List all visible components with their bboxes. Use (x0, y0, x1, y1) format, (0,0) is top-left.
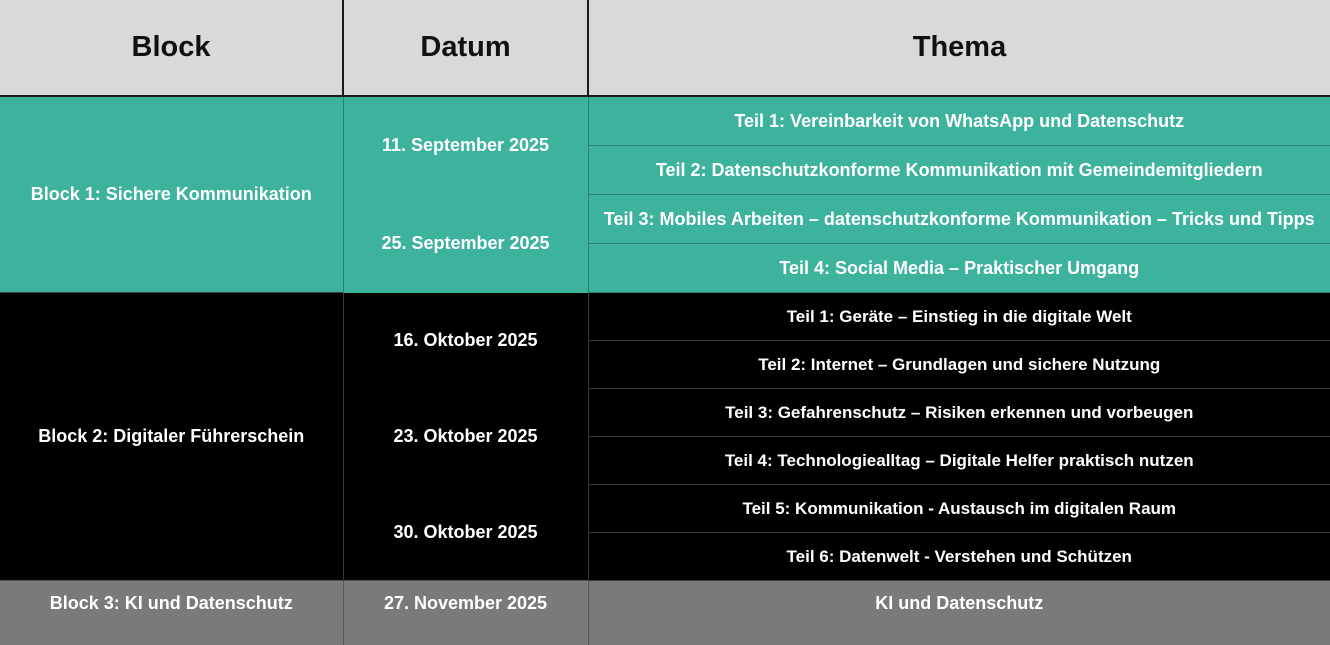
topic-cell: Teil 4: Social Media – Praktischer Umgang (588, 244, 1330, 293)
column-header-block: Block (0, 0, 343, 96)
topic-cell: Teil 1: Vereinbarkeit von WhatsApp und Datenschutz (588, 96, 1330, 146)
block-cell: Block 3: KI und Datenschutz (0, 581, 343, 645)
table-row (0, 96, 1330, 146)
header-row (0, 0, 1330, 96)
date-cell: 11. September 2025 (343, 96, 588, 195)
column-header-date: Datum (343, 0, 588, 96)
topic-cell: Teil 5: Kommunikation - Austausch im digitalen Raum (588, 485, 1330, 533)
column-header-topic: Thema (588, 0, 1330, 96)
block-cell: Block 2: Digitaler Führerschein (0, 293, 343, 581)
topic-cell: Teil 4: Technologiealltag – Digitale Helfer praktisch nutzen (588, 437, 1330, 485)
topic-cell: Teil 3: Gefahrenschutz – Risiken erkennen und vorbeugen (588, 389, 1330, 437)
date-cell: 23. Oktober 2025 (343, 389, 588, 485)
date-cell: 16. Oktober 2025 (343, 293, 588, 389)
topic-cell: Teil 1: Geräte – Einstieg in die digitale Welt (588, 293, 1330, 341)
date-cell: 25. September 2025 (343, 195, 588, 293)
topic-cell: Teil 3: Mobiles Arbeiten – datenschutzkonforme Kommunikation – Tricks und Tipps (588, 195, 1330, 244)
date-cell: 27. November 2025 (343, 581, 588, 645)
table-row (0, 581, 1330, 645)
table-row (0, 293, 1330, 341)
topic-cell: KI und Datenschutz (588, 581, 1330, 645)
block-cell: Block 1: Sichere Kommunikation (0, 96, 343, 293)
topic-cell: Teil 2: Datenschutzkonforme Kommunikation mit Gemeindemitgliedern (588, 146, 1330, 195)
date-cell: 30. Oktober 2025 (343, 485, 588, 581)
topic-cell: Teil 6: Datenwelt - Verstehen und Schützen (588, 533, 1330, 581)
topic-cell: Teil 2: Internet – Grundlagen und sichere Nutzung (588, 341, 1330, 389)
